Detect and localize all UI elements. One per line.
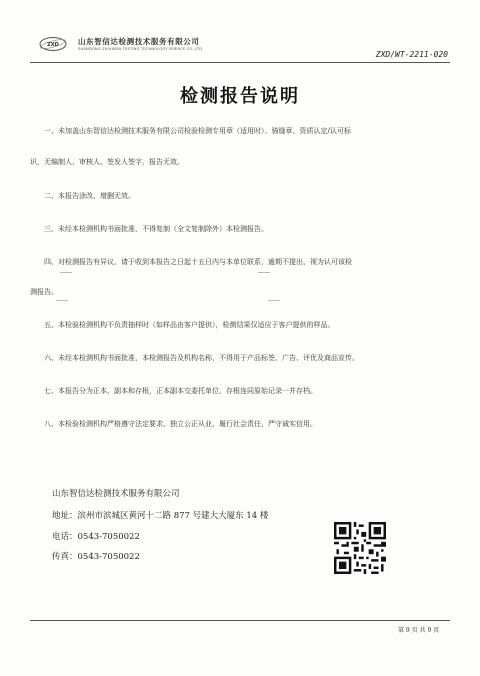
item-3: 三、未经本检测机构书面批准，不得复制（全文复制除外）本检测报告。 <box>44 225 268 233</box>
header-divider <box>30 62 450 63</box>
page-header <box>38 32 458 62</box>
item-8: 八、本检验检测机构严格遵守法定要求、独立公正从业、履行社会责任、严守诚实信用。 <box>44 420 317 428</box>
contact-address: 地址：滨州市滨城区黄河十二路 877 号建大大厦东 14 楼 <box>52 511 269 521</box>
company-logo <box>38 36 68 52</box>
scan-mark <box>258 272 270 273</box>
contact-fax: 传真：0543-7050022 <box>52 552 140 562</box>
page-title: 检测报告说明 <box>180 86 300 107</box>
item-1-line-2: 识，无编制人、审核人、签发人签字，报告无效。 <box>30 158 184 166</box>
company-name-cn: 山东智信达检测技术服务有限公司 <box>78 37 200 46</box>
contact-phone: 电话：0543-7050022 <box>52 532 140 542</box>
item-5: 五、本检验检测机构不负责抽样时（如样品由客户提供），检测结果仅适应于客户提供的样品。 <box>44 321 335 329</box>
svg-text:ZXD: ZXD <box>47 42 59 48</box>
scan-mark <box>268 300 280 301</box>
item-4-line-2: 测报告。 <box>30 288 58 296</box>
scan-mark <box>60 272 72 273</box>
page-number: 第 9 页 共 9 页 <box>398 627 440 634</box>
footer-divider <box>30 620 450 621</box>
item-6: 六、未经本检测机构书面批准，本检测报告及机构名称，不得用于产品标签、广告、评优及商品宣传。 <box>44 354 359 362</box>
item-4-line-1: 四、对检测报告有异议，请于收到本报告之日起十五日内与本单位联系，逾期不提出，视为认可该检 <box>44 258 352 266</box>
item-2: 二、本报告涂改、增删无效。 <box>44 192 135 200</box>
scan-mark <box>56 300 68 301</box>
contact-company: 山东智信达检测技术服务有限公司 <box>52 489 180 499</box>
qr-code-icon <box>334 522 386 574</box>
item-7: 七、本报告分为正本、副本和存根，正本副本交委托单位，存根连同原始记录一并存档。 <box>44 387 317 395</box>
company-name-en: SHANDONG ZHIXINDA TESTING TECHNOLOGY SERVICE CO.,LTD <box>78 47 203 51</box>
item-1-line-1: 一、未加盖山东智信达检测技术服务有限公司检验检测专用章（适用时）、骑缝章、资质认定/认可标 <box>44 127 351 135</box>
document-number: ZXD/WT-2211-020 <box>375 50 448 59</box>
